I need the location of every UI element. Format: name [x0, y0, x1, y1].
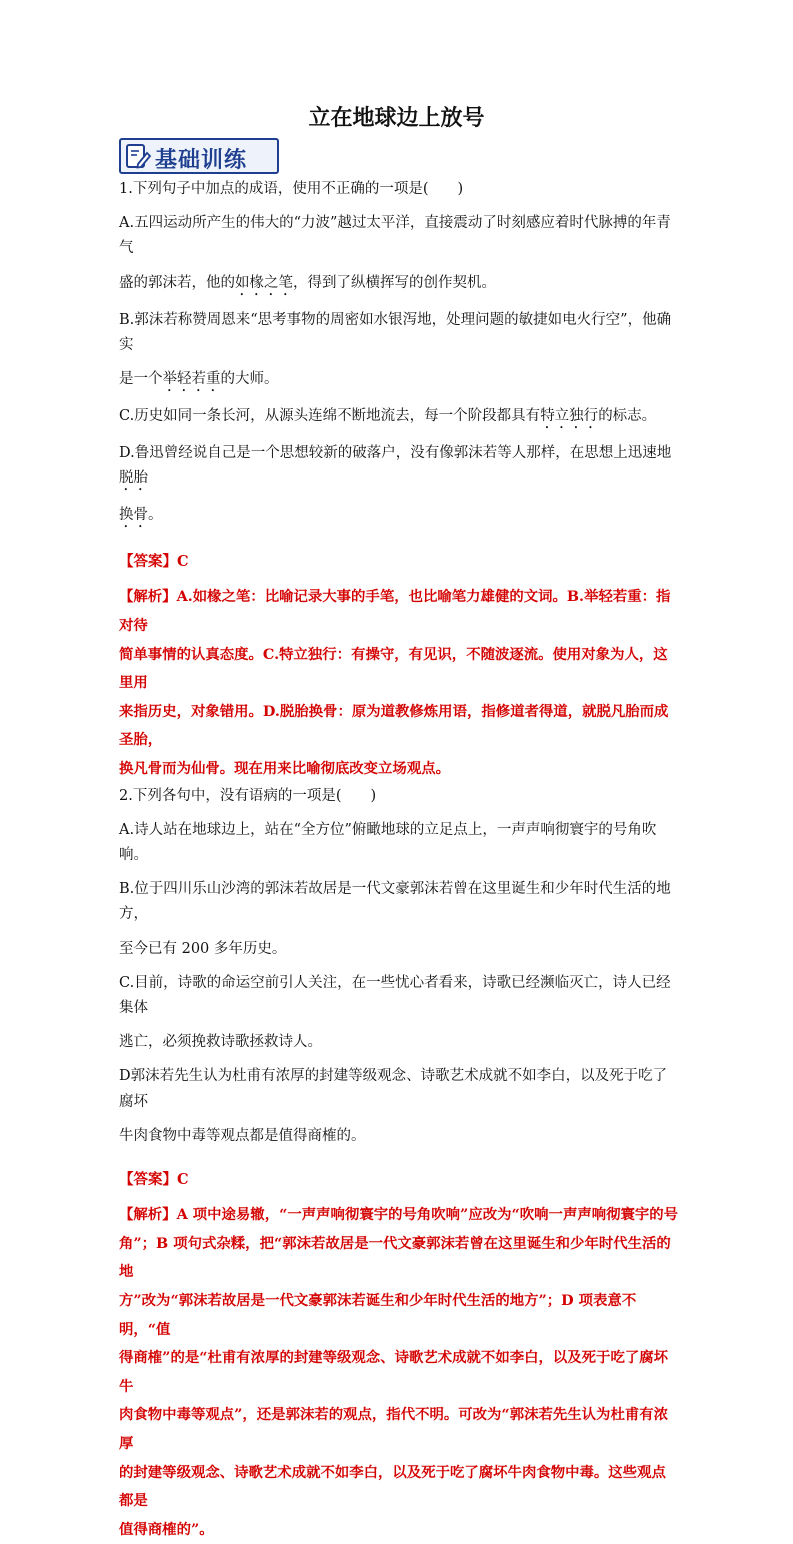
pencil-document-icon	[124, 142, 152, 170]
question-2-option-d-cont: 牛肉食物中毒等观点都是值得商榷的。	[119, 1127, 366, 1144]
text-span: 盛的郭沫若，他的	[119, 274, 235, 291]
question-2-option-d: D郭沫若先生认为杜甫有浓厚的封建等级观念、诗歌艺术成就不如李白，以及死于吃了腐坏	[119, 1068, 668, 1110]
section-banner	[119, 138, 279, 174]
text-span: 的大师。	[220, 371, 279, 388]
document-content	[119, 177, 679, 1544]
text-span: 是一个	[119, 371, 163, 388]
question-1-option-a-cont	[119, 271, 679, 299]
analysis-line: 得商榷”的是“杜甫有浓厚的封建等级观念、诗歌艺术成就不如李白，以及死于吃了腐坏牛	[119, 1349, 669, 1395]
analysis-line: 角”；B 项句式杂糅，把“郭沫若故居是一代文豪郭沫若曾在这里诞生和少年时代生活的地	[119, 1234, 671, 1281]
question-1-option-c	[119, 404, 679, 432]
analysis-line: 方”改为“郭沫若故居是一代文豪郭沫若诞生和少年时代生活的地方”；D 项表意不明，“值	[119, 1292, 637, 1338]
text-span: ，得到了纵横挥写的创作契机。	[293, 274, 496, 291]
analysis-line: 肉食物中毒等观点”，还是郭沫若的观点，指代不明。可改为“郭沫若先生认为杜甫有浓厚	[119, 1406, 669, 1452]
question-2-stem: 2.下列各句中，没有语病的一项是( )	[119, 787, 377, 804]
analysis-line: 的封建等级观念、诗歌艺术成就不如李白，以及死于吃了腐坏牛肉食物中毒。这些观点都是	[119, 1463, 666, 1510]
question-2-option-a: A.诗人站在地球边上，站在“全方位”俯瞰地球的立足点上，一声声响彻寰宇的号角吹响。	[119, 821, 657, 863]
section-banner-label: 基础训练	[155, 148, 248, 173]
dotted-idiom: 举轻若重	[162, 371, 221, 388]
analysis-line: 值得商榷的”。	[119, 1520, 214, 1538]
text-span: C.历史如同一条长河，从源头连绵不断地流去，每一个阶段都具有	[119, 408, 541, 425]
analysis-line: 换凡骨而为仙骨。现在用来比喻彻底改变立场观点。	[119, 759, 450, 777]
question-1-option-b: B.郭沫若称赞周恩来“思考事物的周密如水银泻地，处理问题的敏捷如电火行空”，他确实	[119, 311, 672, 353]
analysis-line: 来指历史，对象错用。D.脱胎换骨：原为道教修炼用语，指修道者得道，就脱凡胎而成圣胎，	[119, 702, 669, 749]
question-2-option-b: B.位于四川乐山沙湾的郭沫若故居是一代文豪郭沫若曾在这里诞生和少年时代生活的地方，	[119, 881, 671, 923]
dotted-idiom: 换骨	[119, 507, 148, 524]
dotted-idiom: 如椽之笔	[235, 274, 293, 291]
question-1-option-d-cont	[119, 503, 679, 531]
question-1-option-b-cont	[119, 367, 679, 395]
question-1-analysis	[119, 583, 679, 783]
question-1-stem: 1.下列句子中加点的成语，使用不正确的一项是( )	[119, 181, 464, 197]
dotted-idiom: 脱胎	[119, 470, 148, 487]
question-1-answer: 【答案】C	[119, 553, 189, 571]
question-2-option-c-cont: 逃亡，必须挽救诗歌拯救诗人。	[119, 1034, 322, 1051]
question-2-analysis	[119, 1201, 679, 1544]
analysis-line: 【解析】A 项中途易辙，“一声声响彻寰宇的号角吹响”应改为“吹响一声声响彻寰宇的号	[119, 1206, 679, 1224]
text-span: D.鲁迅曾经说自己是一个思想较新的破落户，没有像郭沫若等人那样，在思想上迅速地	[119, 445, 672, 462]
question-1-option-d	[119, 441, 679, 494]
question-2-answer: 【答案】C	[119, 1171, 189, 1189]
question-2-option-b-cont: 至今已有 200 多年历史。	[119, 940, 287, 957]
question-1-option-a: A.五四运动所产生的伟大的“力波”越过太平洋，直接震动了时刻感应着时代脉搏的年青气	[119, 215, 671, 257]
analysis-line: 【解析】A.如椽之笔：比喻记录大事的手笔，也比喻笔力雄健的文词。B.举轻若重：指对待	[119, 588, 671, 635]
text-span: 的标志。	[598, 408, 657, 425]
question-2-option-c: C.目前，诗歌的命运空前引人关注，在一些忧心者看来，诗歌已经濒临灭亡，诗人已经集体	[119, 974, 671, 1016]
text-span: 。	[148, 507, 163, 524]
dotted-idiom: 特立独行	[540, 408, 599, 425]
page-title: 立在地球边上放号	[308, 106, 485, 131]
analysis-line: 简单事情的认真态度。C.特立独行：有操守，有见识，不随波逐流。使用对象为人，这里用	[119, 645, 668, 692]
